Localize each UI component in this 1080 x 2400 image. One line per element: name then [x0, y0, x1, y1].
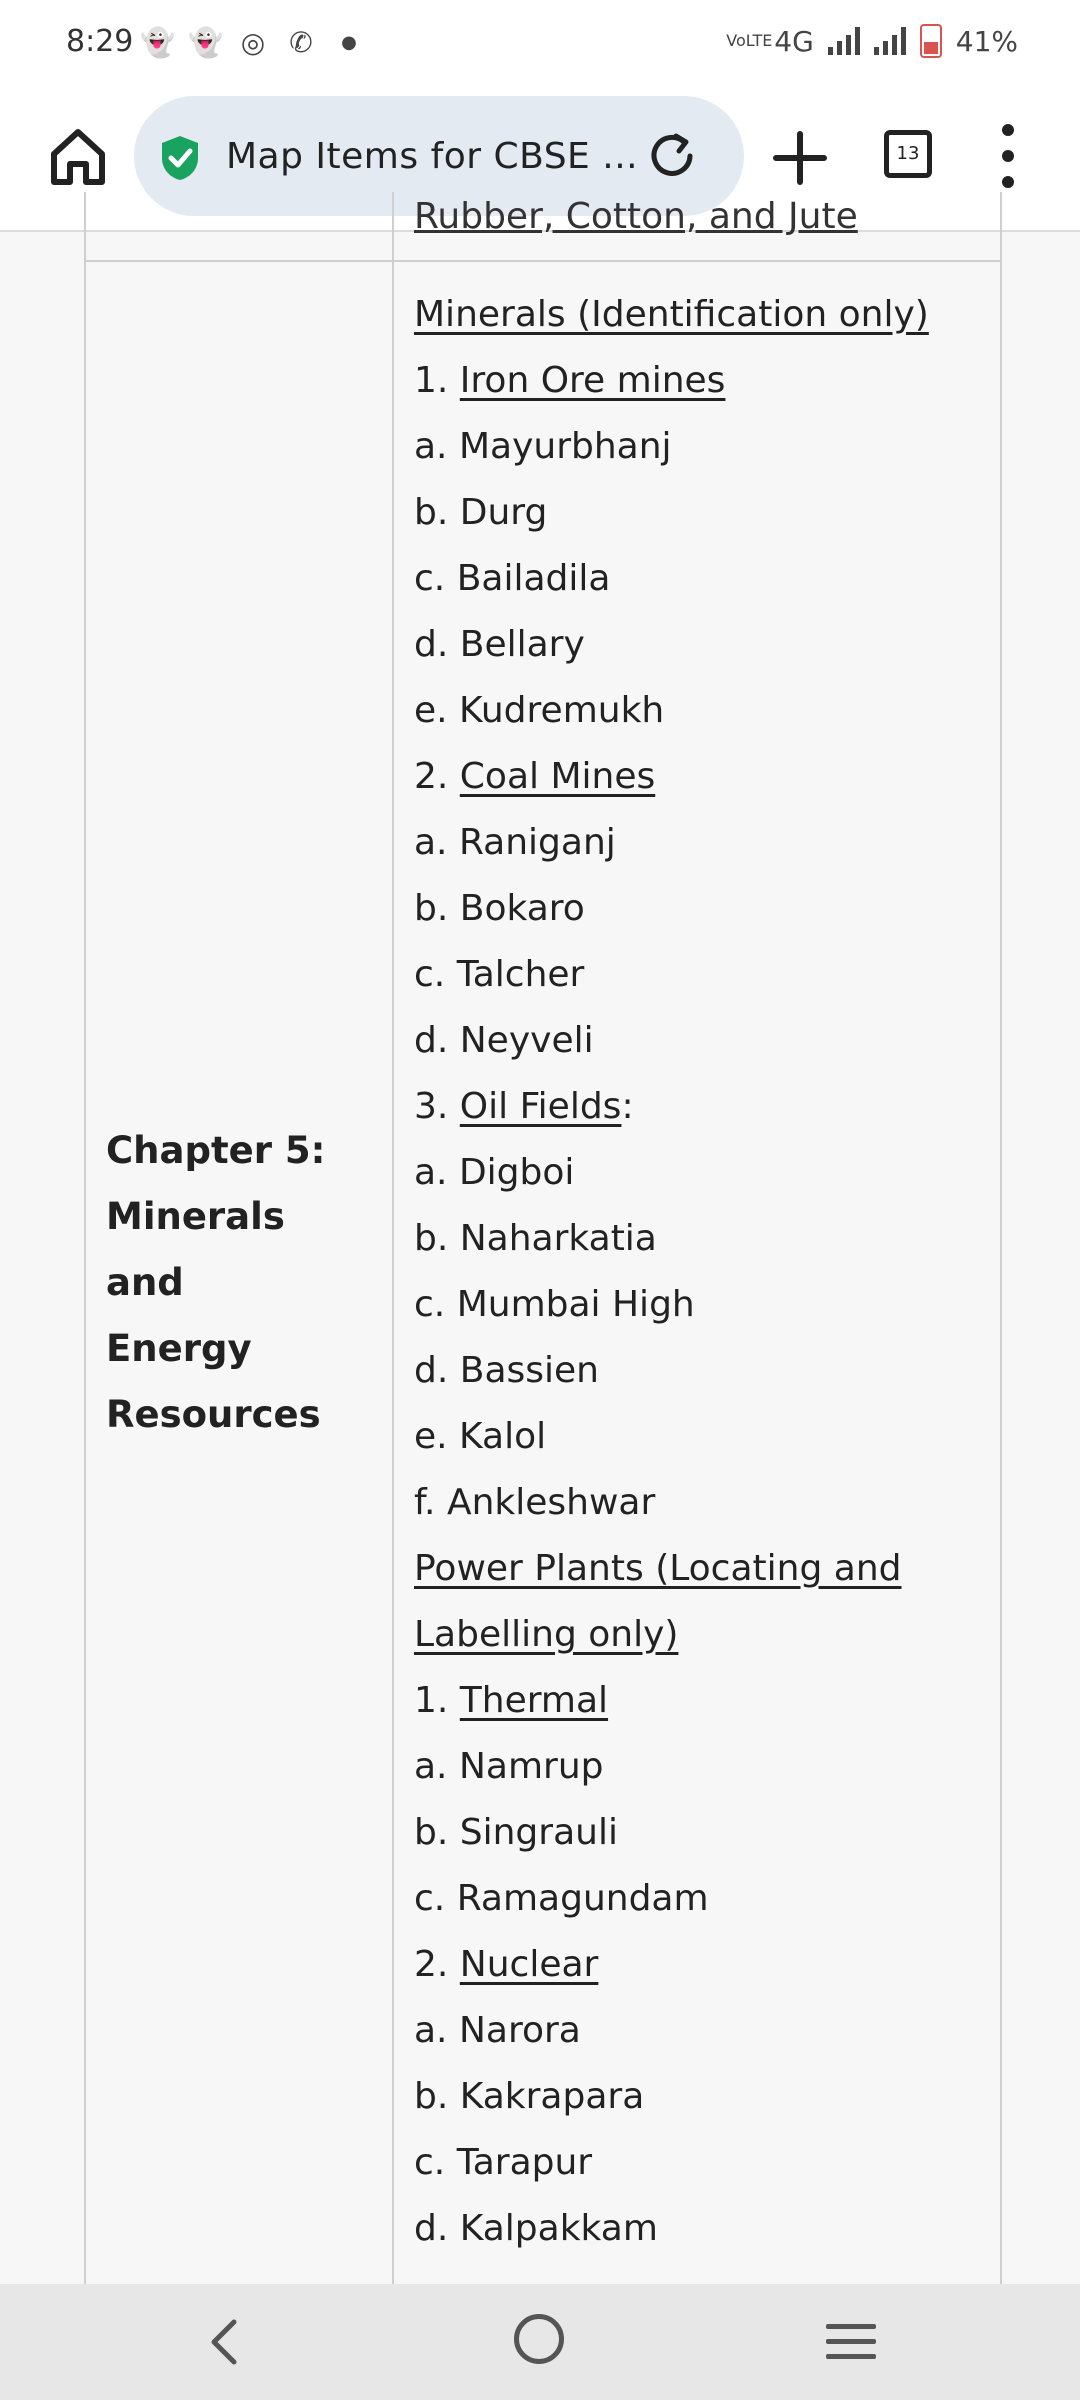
battery-percent: 41% — [955, 24, 1018, 58]
web-content[interactable] — [0, 196, 1080, 2284]
list-item-text: Tarapur — [456, 2142, 593, 2183]
list-item — [414, 678, 984, 744]
list-item — [414, 1734, 984, 1800]
system-nav-bar — [0, 2284, 1080, 2400]
list-item-prefix: a. — [414, 1152, 459, 1193]
list-item — [414, 2196, 984, 2262]
map-items-table — [84, 192, 1002, 2392]
list-item-text: Oil Fields — [459, 1086, 622, 1127]
list-item-text: Kalpakkam — [459, 2208, 658, 2249]
items-cell — [414, 282, 984, 2262]
list-item-text: Digboi — [458, 1152, 575, 1193]
previous-row-text: Rubber, Cotton, and Jute — [414, 196, 858, 237]
list-item — [414, 876, 984, 942]
list-item-text: Raniganj — [458, 822, 616, 863]
list-item — [414, 942, 984, 1008]
network-type: 4G — [774, 24, 814, 58]
list-item — [414, 2130, 984, 2196]
list-item-prefix: c. — [414, 954, 457, 995]
list-item-text: Kudremukh — [459, 690, 665, 731]
list-item-text: Bokaro — [459, 888, 585, 929]
list-item-text: Labelling only) — [414, 1614, 679, 1655]
secure-shield-icon — [158, 134, 202, 182]
row-divider — [86, 260, 1000, 262]
list-item — [414, 1008, 984, 1074]
list-item-text: Singrauli — [459, 1812, 618, 1853]
list-item-prefix: d. — [414, 1020, 460, 1061]
list-item — [414, 480, 984, 546]
list-item-prefix: a. — [414, 1746, 459, 1787]
list-item-prefix: a. — [414, 822, 459, 863]
list-item-text: Iron Ore mines — [459, 360, 726, 401]
chapter-line: Energy — [106, 1327, 252, 1370]
list-item-text: Coal Mines — [459, 756, 656, 797]
more-notifications-icon: ● — [341, 32, 357, 53]
list-item-text: Talcher — [456, 954, 585, 995]
whatsapp-icon: ✆ — [289, 26, 313, 59]
list-item-suffix: : — [621, 1086, 634, 1127]
list-item-prefix: b. — [414, 888, 460, 929]
list-item-text: Namrup — [458, 1746, 604, 1787]
list-item-prefix: c. — [414, 558, 457, 599]
column-divider — [392, 192, 394, 2392]
snapchat-icon: 👻 — [140, 26, 175, 59]
status-time: 8:29 — [66, 24, 134, 59]
list-item — [414, 744, 984, 810]
home-nav-icon[interactable] — [514, 2314, 564, 2364]
list-item-text: Thermal — [459, 1680, 609, 1721]
list-item — [414, 1602, 984, 1668]
list-item-text: Ramagundam — [456, 1878, 709, 1919]
home-icon[interactable] — [46, 124, 110, 188]
list-item-prefix: 2. — [414, 1944, 460, 1985]
list-item-text: Durg — [459, 492, 548, 533]
list-item-prefix: b. — [414, 1218, 460, 1259]
list-item-text: Narora — [458, 2010, 581, 2051]
reload-icon[interactable] — [646, 130, 698, 182]
list-item — [414, 1338, 984, 1404]
list-item-text: Kalol — [459, 1416, 547, 1457]
list-item-text: Power Plants (Locating and — [414, 1548, 902, 1589]
list-item-prefix: b. — [414, 492, 460, 533]
list-item-prefix: 1. — [414, 1680, 460, 1721]
list-item-text: Neyveli — [459, 1020, 594, 1061]
list-item-text: Bellary — [459, 624, 585, 665]
list-item — [414, 282, 984, 348]
chapter-line: Resources — [106, 1393, 321, 1436]
list-item-prefix: d. — [414, 1350, 460, 1391]
tab-switcher-button[interactable]: 13 — [884, 130, 932, 178]
list-item-prefix: 2. — [414, 756, 460, 797]
list-item — [414, 414, 984, 480]
list-item — [414, 1206, 984, 1272]
notification-icons — [140, 26, 366, 60]
list-item-prefix: f. — [414, 1482, 447, 1523]
volte-icon: VoLTE — [726, 31, 773, 50]
list-item-prefix: e. — [414, 690, 460, 731]
list-item — [414, 348, 984, 414]
list-item-text: Naharkatia — [459, 1218, 657, 1259]
chapter-line: Chapter 5: — [106, 1129, 326, 1172]
list-item — [414, 546, 984, 612]
list-item-prefix: b. — [414, 1812, 460, 1853]
list-item-prefix: a. — [414, 2010, 459, 2051]
list-item — [414, 1866, 984, 1932]
list-item — [414, 1800, 984, 1866]
chapter-line: Minerals and — [106, 1195, 285, 1304]
list-item — [414, 1998, 984, 2064]
list-item-prefix: c. — [414, 1284, 457, 1325]
list-item — [414, 1140, 984, 1206]
more-menu-icon[interactable] — [996, 124, 1020, 188]
list-item — [414, 612, 984, 678]
list-item-prefix: c. — [414, 1878, 457, 1919]
new-tab-icon[interactable] — [770, 128, 830, 188]
list-item-prefix: a. — [414, 426, 459, 467]
list-item-prefix: 3. — [414, 1086, 460, 1127]
list-item-text: Bailadila — [456, 558, 611, 599]
list-item-prefix: c. — [414, 2142, 457, 2183]
list-item — [414, 1470, 984, 1536]
list-item — [414, 1668, 984, 1734]
chapter-cell — [106, 1118, 366, 1448]
list-item-text: Nuclear — [459, 1944, 599, 1985]
list-item — [414, 1272, 984, 1338]
list-item-prefix: b. — [414, 2076, 460, 2117]
status-bar — [0, 0, 1080, 88]
list-item-text: Kakrapara — [459, 2076, 645, 2117]
list-item — [414, 1932, 984, 1998]
list-item-prefix: 1. — [414, 360, 460, 401]
list-item — [414, 810, 984, 876]
list-item — [414, 1074, 984, 1140]
status-right — [726, 24, 1018, 58]
list-item-text: Bassien — [459, 1350, 599, 1391]
list-item-text: Ankleshwar — [446, 1482, 656, 1523]
list-item — [414, 1404, 984, 1470]
list-item-prefix: d. — [414, 2208, 460, 2249]
list-item — [414, 2064, 984, 2130]
page-title: Map Items for CBSE ... — [226, 136, 639, 177]
list-item-text: Mumbai High — [456, 1284, 695, 1325]
recent-apps-icon[interactable] — [826, 2324, 876, 2369]
list-item-text: Mayurbhanj — [458, 426, 672, 467]
instagram-icon: ◎ — [240, 26, 266, 59]
battery-icon — [920, 24, 942, 58]
list-item-prefix: e. — [414, 1416, 460, 1457]
list-item-text: Minerals (Identification only) — [414, 294, 929, 335]
list-item — [414, 1536, 984, 1602]
signal-icon — [828, 27, 860, 55]
back-icon[interactable] — [204, 2318, 244, 2366]
snapchat-icon: 👻 — [188, 26, 223, 59]
signal-icon — [874, 27, 906, 55]
list-item-prefix: d. — [414, 624, 460, 665]
